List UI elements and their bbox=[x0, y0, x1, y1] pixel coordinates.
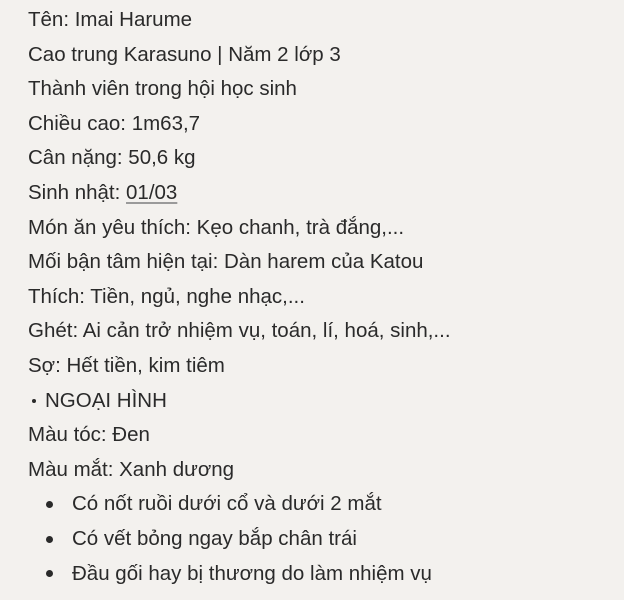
list-item bbox=[28, 522, 624, 557]
section-dot-icon bbox=[32, 399, 36, 403]
appearance-section-heading bbox=[28, 384, 624, 419]
height-line: Chiều cao: 1m63,7 bbox=[28, 111, 201, 135]
list-item bbox=[28, 557, 624, 592]
bullet-icon bbox=[46, 570, 53, 577]
list-item bbox=[28, 487, 624, 522]
likes-line: Thích: Tiền, ngủ, nghe nhạc,... bbox=[28, 284, 305, 308]
birthday-label: Sinh nhật: bbox=[28, 180, 127, 204]
weight-line: Cân nặng: 50,6 kg bbox=[28, 146, 196, 170]
bullet-icon bbox=[46, 501, 53, 508]
favorite-food-line: Món ăn yêu thích: Kẹo chanh, trà đắng,... bbox=[28, 215, 405, 239]
birthday-line bbox=[28, 176, 624, 211]
list-item-text: Có vết bỏng ngay bắp chân trái bbox=[72, 526, 357, 550]
fears-line: Sợ: Hết tiền, kim tiêm bbox=[28, 353, 225, 377]
list-item-text: Có nốt ruồi dưới cổ và dưới 2 mắt bbox=[72, 492, 382, 516]
birthday-date-link[interactable]: 01/03 bbox=[126, 180, 178, 204]
section-title: NGOẠI HÌNH bbox=[45, 388, 167, 412]
current-concern-line: Mối bận tâm hiện tại: Dàn harem của Katou bbox=[28, 250, 424, 274]
bullet-icon bbox=[46, 536, 53, 543]
list-item-text: Đầu gối hay bị thương do làm nhiệm vụ bbox=[72, 561, 432, 585]
eye-color-line: Màu mắt: Xanh dương bbox=[28, 457, 235, 481]
name-line: Tên: Imai Harume bbox=[28, 8, 193, 31]
appearance-bullet-list bbox=[28, 487, 624, 591]
role-line: Thành viên trong hội học sinh bbox=[28, 77, 297, 101]
hair-color-line: Màu tóc: Đen bbox=[28, 423, 150, 447]
school-line: Cao trung Karasuno | Năm 2 lớp 3 bbox=[28, 42, 341, 66]
dislikes-line: Ghét: Ai cản trở nhiệm vụ, toán, lí, hoá, sinh,... bbox=[28, 319, 451, 343]
